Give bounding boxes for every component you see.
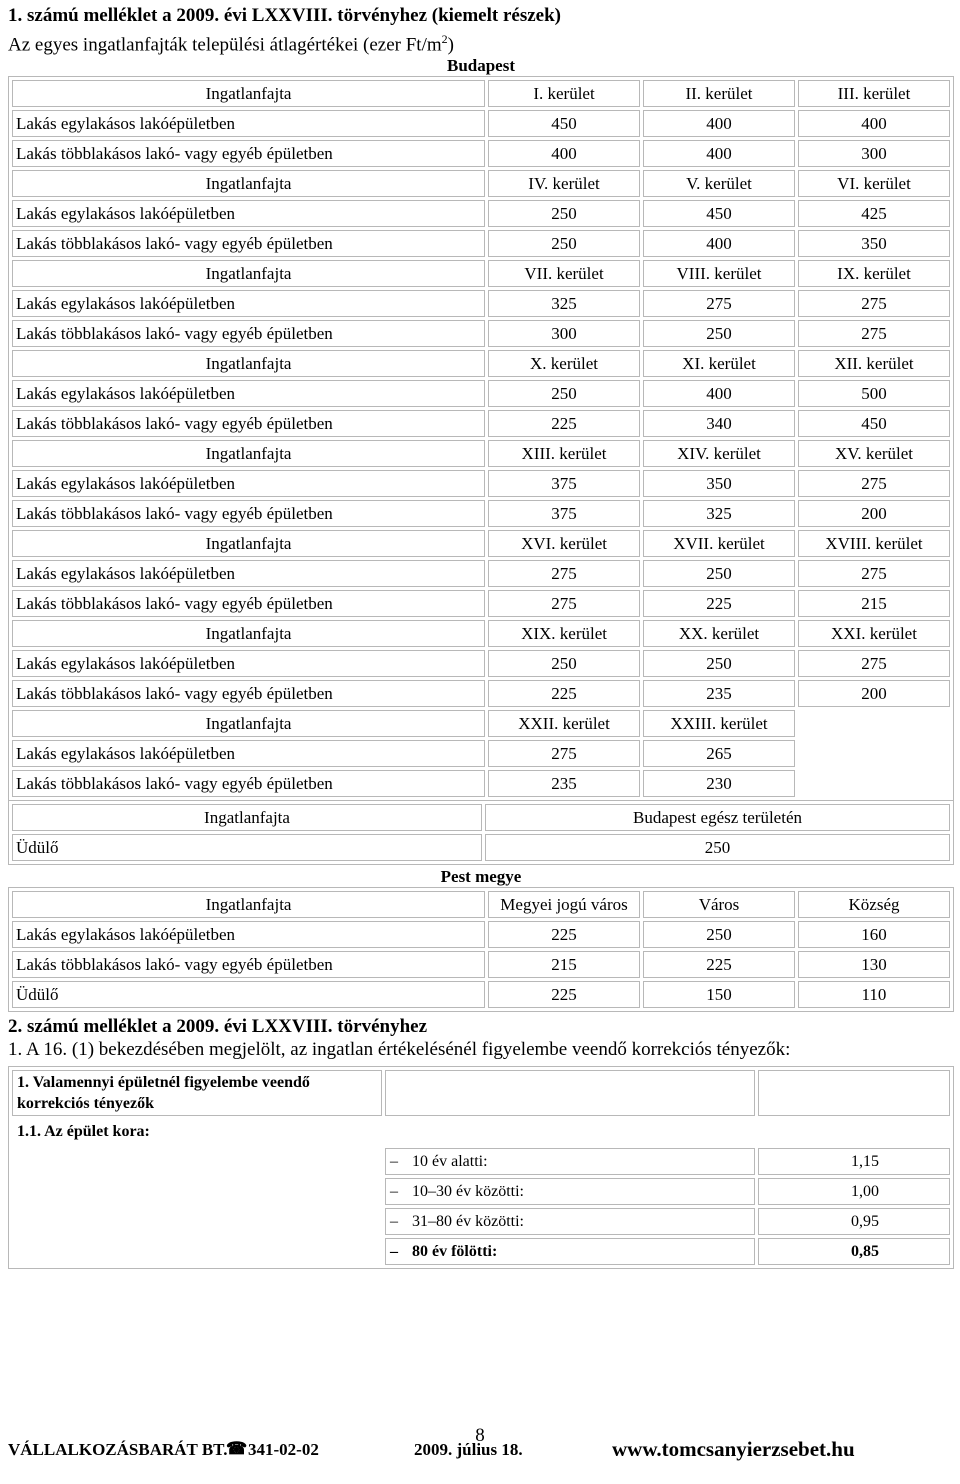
district-value: 230 — [643, 770, 795, 797]
age-row — [12, 1208, 950, 1235]
pest-cell: 110 — [798, 981, 950, 1008]
age-row — [12, 1238, 950, 1265]
district-header: V. kerület — [643, 170, 795, 197]
district-value-row — [12, 740, 950, 767]
pest-cell: 160 — [798, 921, 950, 948]
district-header: XI. kerület — [643, 350, 795, 377]
property-type-label: Lakás többlakásos lakó- vagy egyéb épületben — [12, 770, 485, 797]
district-header: XXI. kerület — [798, 620, 950, 647]
district-value: 275 — [798, 470, 950, 497]
property-type-header: Ingatlanfajta — [12, 440, 485, 467]
property-type-label: Lakás egylakásos lakóépületben — [12, 650, 485, 677]
property-type-label: Lakás többlakásos lakó- vagy egyéb épületben — [12, 140, 485, 167]
district-value: 275 — [488, 740, 640, 767]
property-type-label: Lakás egylakásos lakóépületben — [12, 290, 485, 317]
page-number: 8 — [475, 1425, 485, 1446]
district-header: XIII. kerület — [488, 440, 640, 467]
correction-title-row — [12, 1070, 950, 1116]
district-header-row — [12, 260, 950, 287]
phone-icon: ☎ — [226, 1439, 248, 1458]
age-label: 10–30 év közötti: — [412, 1183, 524, 1201]
correction-subtitle: 1.1. Az épület kora: — [17, 1123, 150, 1141]
pest-cell: 150 — [643, 981, 795, 1008]
empty-cell — [758, 1070, 950, 1116]
district-value: 275 — [643, 290, 795, 317]
district-value: 225 — [488, 680, 640, 707]
pest-header-row — [12, 891, 950, 918]
district-header: XII. kerület — [798, 350, 950, 377]
district-value: 200 — [798, 680, 950, 707]
district-value: 350 — [798, 230, 950, 257]
district-value-row — [12, 560, 950, 587]
age-label: 80 év fölötti: — [412, 1243, 498, 1261]
district-value — [798, 740, 950, 767]
district-header: I. kerület — [488, 80, 640, 107]
pest-header-2: Város — [643, 891, 795, 918]
udulo-label: Üdülő — [12, 834, 482, 861]
district-value: 250 — [488, 200, 640, 227]
empty-cell — [12, 1178, 382, 1205]
dash-mark: – — [390, 1153, 398, 1171]
district-value: 275 — [798, 320, 950, 347]
district-value: 235 — [488, 770, 640, 797]
district-header: IX. kerület — [798, 260, 950, 287]
district-value-row — [12, 770, 950, 797]
district-value-row — [12, 200, 950, 227]
property-type-header: Ingatlanfajta — [12, 710, 485, 737]
district-header-row — [12, 80, 950, 107]
dash-mark: – — [390, 1213, 398, 1231]
district-header-row — [12, 530, 950, 557]
district-value-row — [12, 470, 950, 497]
district-header: XXII. kerület — [488, 710, 640, 737]
property-type-header: Ingatlanfajta — [12, 350, 485, 377]
pest-cell: 130 — [798, 951, 950, 978]
property-type-label: Lakás egylakásos lakóépületben — [12, 200, 485, 227]
district-value — [798, 770, 950, 797]
property-type-header: Ingatlanfajta — [12, 620, 485, 647]
pest-table — [8, 887, 954, 1012]
subtitle-superscript: 2 — [441, 32, 448, 46]
udulo-value: 250 — [485, 834, 950, 861]
district-value: 450 — [798, 410, 950, 437]
district-value: 375 — [488, 470, 640, 497]
annex-2-paragraph: 1. A 16. (1) bekezdésében megjelölt, az ingatlan értékelésénél figyelembe veendő korrekciós tényezők: — [8, 1039, 791, 1061]
age-label-cell — [385, 1178, 755, 1205]
pest-header-3: Község — [798, 891, 950, 918]
district-header: XIV. kerület — [643, 440, 795, 467]
pest-row-1 — [12, 921, 950, 948]
district-header — [798, 710, 950, 737]
district-value: 300 — [488, 320, 640, 347]
property-type-label: Lakás többlakásos lakó- vagy egyéb épületben — [12, 590, 485, 617]
property-type-header: Ingatlanfajta — [12, 170, 485, 197]
property-type-label: Lakás többlakásos lakó- vagy egyéb épületben — [12, 500, 485, 527]
correction-title: 1. Valamennyi épületnél figyelembe veendő korrekciós tényezők — [12, 1070, 382, 1116]
district-value: 250 — [488, 650, 640, 677]
district-header: VI. kerület — [798, 170, 950, 197]
district-value-row — [12, 410, 950, 437]
pest-row-2 — [12, 951, 950, 978]
district-header-row — [12, 170, 950, 197]
property-type-header: Ingatlanfajta — [12, 80, 485, 107]
correction-table — [8, 1066, 954, 1269]
subtitle-text: Az egyes ingatlanfajták települési átlagértékei (ezer Ft/m — [8, 34, 442, 56]
district-value: 225 — [488, 410, 640, 437]
property-type-label: Lakás többlakásos lakó- vagy egyéb épületben — [12, 410, 485, 437]
pest-row-label: Lakás egylakásos lakóépületben — [12, 921, 485, 948]
pest-cell: 225 — [643, 951, 795, 978]
age-factor: 0,85 — [758, 1238, 950, 1265]
district-value: 400 — [643, 140, 795, 167]
district-header-row — [12, 620, 950, 647]
district-value-row — [12, 110, 950, 137]
pest-row-label: Lakás többlakásos lakó- vagy egyéb épületben — [12, 951, 485, 978]
empty-cell — [385, 1119, 755, 1145]
district-value: 215 — [798, 590, 950, 617]
pest-row-3 — [12, 981, 950, 1008]
pest-cell: 215 — [488, 951, 640, 978]
district-value: 375 — [488, 500, 640, 527]
document-page — [8, 0, 954, 1269]
age-label: 31–80 év közötti: — [412, 1213, 524, 1231]
property-type-label: Lakás egylakásos lakóépületben — [12, 740, 485, 767]
district-value-row — [12, 290, 950, 317]
district-value: 400 — [643, 230, 795, 257]
annex-2-title: 2. számú melléklet a 2009. évi LXXVIII. törvényhez — [8, 1016, 428, 1038]
district-value: 450 — [643, 200, 795, 227]
age-factor: 1,00 — [758, 1178, 950, 1205]
property-type-label: Lakás többlakásos lakó- vagy egyéb épületben — [12, 680, 485, 707]
district-value: 250 — [488, 230, 640, 257]
whole-header-row — [12, 804, 950, 831]
age-factor: 1,15 — [758, 1148, 950, 1175]
age-factor: 0,95 — [758, 1208, 950, 1235]
subtitle-end: ) — [447, 34, 454, 56]
footer-company: VÁLLALKOZÁSBARÁT BT. — [8, 1440, 228, 1459]
district-header-row — [12, 350, 950, 377]
pest-row-label: Üdülő — [12, 981, 485, 1008]
property-type-header: Ingatlanfajta — [12, 530, 485, 557]
pest-heading: Pest megye — [440, 867, 522, 887]
property-type-header: Ingatlanfajta — [12, 260, 485, 287]
age-label-cell — [385, 1208, 755, 1235]
empty-cell — [12, 1208, 382, 1235]
district-value: 235 — [643, 680, 795, 707]
district-header: III. kerület — [798, 80, 950, 107]
property-type-label: Lakás egylakásos lakóépületben — [12, 470, 485, 497]
district-value-row — [12, 500, 950, 527]
property-type-label: Lakás egylakásos lakóépületben — [12, 110, 485, 137]
budapest-whole-table — [8, 800, 954, 865]
property-type-label: Lakás többlakásos lakó- vagy egyéb épületben — [12, 230, 485, 257]
district-value: 275 — [798, 650, 950, 677]
district-value: 275 — [798, 290, 950, 317]
age-label-cell — [385, 1238, 755, 1265]
district-value: 200 — [798, 500, 950, 527]
district-value: 325 — [643, 500, 795, 527]
empty-cell — [12, 1148, 382, 1175]
age-row — [12, 1178, 950, 1205]
whole-type-cell: Ingatlanfajta — [12, 804, 482, 831]
district-value: 400 — [488, 140, 640, 167]
age-row — [12, 1148, 950, 1175]
district-value-row — [12, 680, 950, 707]
district-value: 325 — [488, 290, 640, 317]
district-value: 275 — [488, 590, 640, 617]
district-value: 300 — [798, 140, 950, 167]
empty-cell — [385, 1070, 755, 1116]
district-header: XV. kerület — [798, 440, 950, 467]
dash-mark: – — [390, 1243, 398, 1261]
district-value-row — [12, 230, 950, 257]
footer-url: www.tomcsanyierzsebet.hu — [612, 1437, 855, 1461]
district-value: 250 — [643, 560, 795, 587]
udulo-row — [12, 834, 950, 861]
district-header: XVII. kerület — [643, 530, 795, 557]
district-value-row — [12, 380, 950, 407]
dash-mark: – — [390, 1183, 398, 1201]
empty-cell — [12, 1238, 382, 1265]
correction-sub-row — [12, 1119, 950, 1145]
district-value: 265 — [643, 740, 795, 767]
district-header: XVI. kerület — [488, 530, 640, 557]
district-value: 275 — [798, 560, 950, 587]
district-header-row — [12, 440, 950, 467]
district-value: 225 — [643, 590, 795, 617]
district-header: VIII. kerület — [643, 260, 795, 287]
district-header: XXIII. kerület — [643, 710, 795, 737]
district-value-row — [12, 140, 950, 167]
document-subtitle — [8, 28, 954, 56]
document-title: 1. számú melléklet a 2009. évi LXXVIII. törvényhez (kiemelt részek) — [8, 5, 561, 26]
district-header: X. kerület — [488, 350, 640, 377]
district-value: 250 — [643, 320, 795, 347]
pest-cell: 225 — [488, 921, 640, 948]
footer-phone: 341-02-02 — [248, 1440, 319, 1459]
footer-date: 2009. július 18. — [414, 1440, 523, 1459]
district-value-row — [12, 320, 950, 347]
district-value: 350 — [643, 470, 795, 497]
age-label: 10 év alatti: — [412, 1153, 488, 1171]
district-value: 500 — [798, 380, 950, 407]
district-value: 250 — [643, 650, 795, 677]
district-value: 400 — [798, 110, 950, 137]
district-header: VII. kerület — [488, 260, 640, 287]
district-value-row — [12, 650, 950, 677]
budapest-table — [8, 76, 954, 801]
district-value: 425 — [798, 200, 950, 227]
district-value: 340 — [643, 410, 795, 437]
budapest-heading: Budapest — [446, 56, 516, 76]
pest-type-cell: Ingatlanfajta — [12, 891, 485, 918]
whole-budapest-header: Budapest egész területén — [485, 804, 950, 831]
pest-header-1: Megyei jogú város — [488, 891, 640, 918]
district-value-row — [12, 590, 950, 617]
district-value: 400 — [643, 110, 795, 137]
pest-cell: 225 — [488, 981, 640, 1008]
district-value: 400 — [643, 380, 795, 407]
district-value: 275 — [488, 560, 640, 587]
district-header: IV. kerület — [488, 170, 640, 197]
district-header: XVIII. kerület — [798, 530, 950, 557]
district-value: 450 — [488, 110, 640, 137]
property-type-label: Lakás egylakásos lakóépületben — [12, 560, 485, 587]
age-label-cell — [385, 1148, 755, 1175]
property-type-label: Lakás többlakásos lakó- vagy egyéb épületben — [12, 320, 485, 347]
pest-cell: 250 — [643, 921, 795, 948]
district-header: XX. kerület — [643, 620, 795, 647]
district-value: 250 — [488, 380, 640, 407]
empty-cell — [758, 1119, 950, 1145]
property-type-label: Lakás egylakásos lakóépületben — [12, 380, 485, 407]
district-header: XIX. kerület — [488, 620, 640, 647]
district-header-row — [12, 710, 950, 737]
district-header: II. kerület — [643, 80, 795, 107]
